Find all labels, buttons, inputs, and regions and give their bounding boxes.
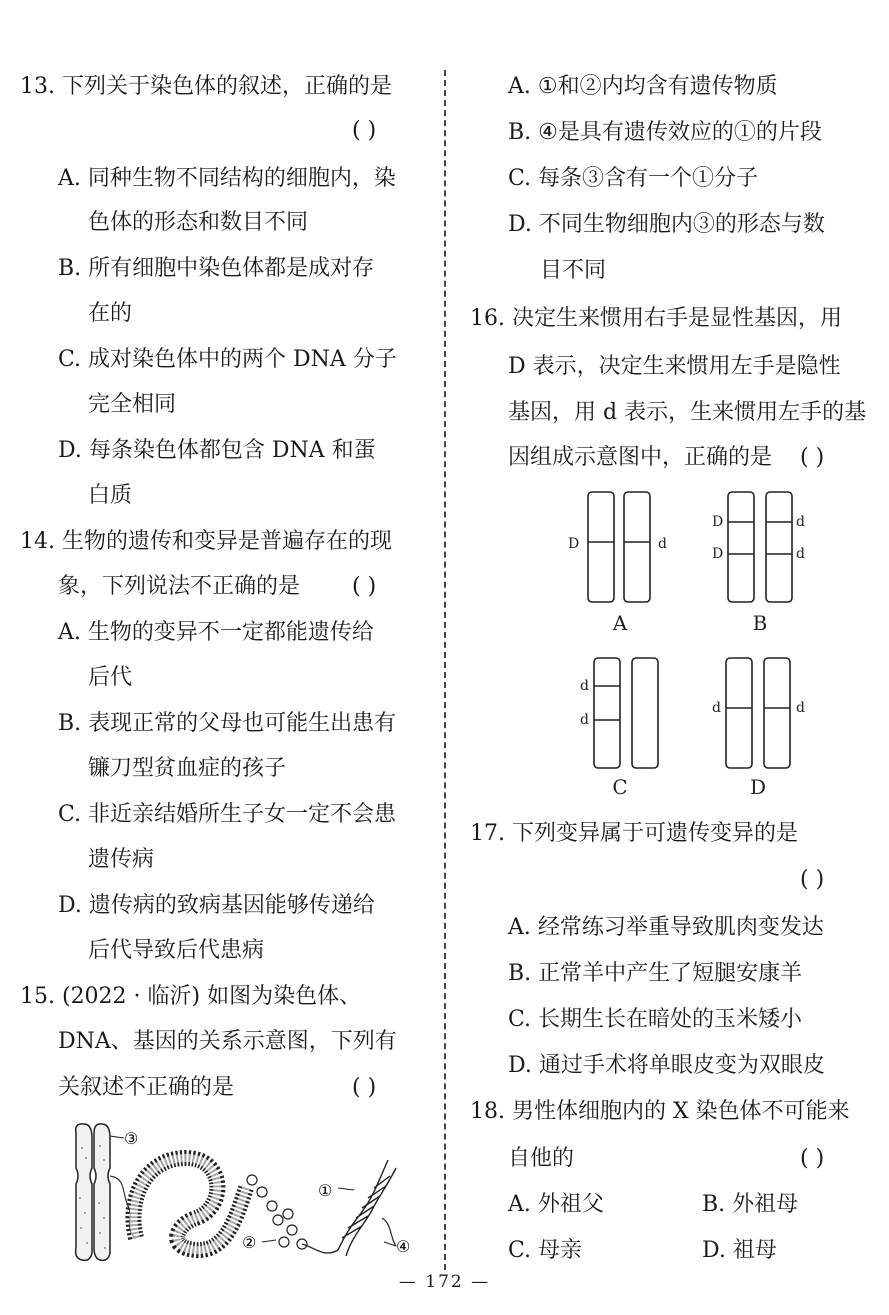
figure-c-right-chromosome bbox=[632, 658, 658, 768]
figure-c-left-chromosome bbox=[594, 658, 620, 768]
q17-option-b: B. 正常羊中产生了短腿安康羊 bbox=[508, 961, 803, 986]
figure-b-allele-right-2: d bbox=[796, 546, 805, 562]
q18-answer-blank[interactable]: ( ) bbox=[800, 1146, 825, 1171]
q15-answer-blank[interactable]: ( ) bbox=[352, 1075, 377, 1100]
chromosome-dna-gene-figure bbox=[66, 1118, 426, 1268]
figure-d-caption: D bbox=[749, 775, 767, 799]
q15-stem-line3: 关叙述不正确的是 bbox=[58, 1075, 235, 1100]
figure-d-right-chromosome bbox=[764, 658, 790, 768]
q13-option-c-line2: 完全相同 bbox=[88, 392, 177, 417]
q16-stem-line4: 因组成示意图中，正确的是 bbox=[508, 445, 773, 470]
q17-option-c: C. 长期生长在暗处的玉米矮小 bbox=[508, 1007, 803, 1032]
q16-stem-line3: 基因，用 d 表示，生来惯用左手的基 bbox=[508, 400, 867, 425]
q13-stem: 13. 下列关于染色体的叙述，正确的是 bbox=[20, 74, 392, 99]
dna-double-helix bbox=[338, 1160, 396, 1256]
q16-gene-figures bbox=[560, 488, 820, 804]
q14-stem-line2: 象，下列说法不正确的是 bbox=[58, 574, 301, 599]
q15-option-d-line1: D. 不同生物细胞内③的形态与数 bbox=[508, 212, 825, 237]
q14-option-a-line1: A. 生物的变异不一定都能遗传给 bbox=[58, 620, 374, 645]
figure-b-allele-left-1: D bbox=[712, 514, 724, 530]
figure-c-allele-left-1: d bbox=[580, 678, 589, 694]
q14-answer-blank[interactable]: ( ) bbox=[352, 574, 377, 599]
q13-option-a-line1: A. 同种生物不同结构的细胞内，染 bbox=[58, 166, 396, 191]
q14-stem-line1: 14. 生物的遗传和变异是普遍存在的现 bbox=[20, 529, 392, 554]
q15-option-c: C. 每条③含有一个①分子 bbox=[508, 166, 759, 191]
q13-answer-blank[interactable]: ( ) bbox=[352, 118, 377, 143]
q14-option-b-line1: B. 表现正常的父母也可能生出患有 bbox=[58, 711, 397, 736]
q13-option-a-line2: 色体的形态和数目不同 bbox=[88, 210, 309, 235]
q18-stem-line2: 自他的 bbox=[508, 1146, 575, 1171]
q18-option-a: A. 外祖父 bbox=[508, 1192, 604, 1217]
q18-option-c: C. 母亲 bbox=[508, 1238, 583, 1263]
q15-stem-line1: 15. (2022 · 临沂) 如图为染色体、 bbox=[20, 984, 362, 1009]
q14-option-a-line2: 后代 bbox=[88, 665, 133, 690]
figure-a-allele-left: D bbox=[568, 536, 580, 552]
figure-d-left-chromosome bbox=[726, 658, 752, 768]
q14-option-b-line2: 镰刀型贫血症的孩子 bbox=[88, 756, 287, 781]
figure-d-allele-left: d bbox=[712, 700, 721, 716]
q18-option-d: D. 祖母 bbox=[702, 1238, 777, 1263]
q18-option-b: B. 外祖母 bbox=[702, 1192, 799, 1217]
figure-b-left-chromosome bbox=[728, 492, 754, 602]
q16-answer-blank[interactable]: ( ) bbox=[800, 445, 825, 470]
q13-option-b-line1: B. 所有细胞中染色体都是成对存 bbox=[58, 256, 375, 281]
label-2-protein: ② bbox=[242, 1233, 257, 1252]
label-3-chromosome: ③ bbox=[124, 1129, 139, 1148]
figure-b-caption: B bbox=[752, 611, 768, 635]
figure-b-right-chromosome bbox=[766, 492, 792, 602]
label-4-gene: ④ bbox=[396, 1237, 411, 1256]
q16-stem-line2: D 表示，决定生来惯用左手是隐性 bbox=[508, 354, 841, 379]
q17-option-d: D. 通过手术将单眼皮变为双眼皮 bbox=[508, 1053, 825, 1078]
q13-option-d-line1: D. 每条染色体都包含 DNA 和蛋 bbox=[58, 438, 376, 463]
q14-option-c-line1: C. 非近亲结婚所生子女一定不会患 bbox=[58, 802, 397, 827]
figure-a-left-chromosome bbox=[588, 492, 614, 602]
chromosome-drawing bbox=[76, 1124, 110, 1260]
q14-option-d-line2: 后代导致后代患病 bbox=[88, 938, 265, 963]
figure-c-caption: C bbox=[612, 775, 628, 799]
q13-option-c-line1: C. 成对染色体中的两个 DNA 分子 bbox=[58, 347, 397, 372]
q18-stem-line1: 18. 男性体细胞内的 X 染色体不可能来 bbox=[470, 1099, 850, 1124]
q13-option-d-line2: 白质 bbox=[88, 483, 133, 508]
q13-option-b-line2: 在的 bbox=[88, 301, 133, 326]
figure-a-allele-right: d bbox=[658, 536, 667, 552]
figure-c-allele-left-2: d bbox=[580, 712, 589, 728]
q16-stem-line1: 16. 决定生来惯用右手是显性基因，用 bbox=[470, 306, 842, 331]
figure-d-allele-right: d bbox=[796, 700, 805, 716]
figure-a-caption: A bbox=[612, 611, 628, 635]
q17-stem: 17. 下列变异属于可遗传变异的是 bbox=[470, 821, 798, 846]
q17-option-a: A. 经常练习举重导致肌肉变发达 bbox=[508, 915, 824, 940]
figure-b-allele-right-1: d bbox=[796, 514, 805, 530]
q15-stem-line2: DNA、基因的关系示意图，下列有 bbox=[58, 1029, 397, 1054]
column-divider bbox=[444, 70, 446, 1270]
figure-a-right-chromosome bbox=[624, 492, 650, 602]
figure-b-allele-left-2: D bbox=[712, 546, 724, 562]
q17-answer-blank[interactable]: ( ) bbox=[800, 867, 825, 892]
q14-option-c-line2: 遗传病 bbox=[88, 847, 155, 872]
q14-option-d-line1: D. 遗传病的致病基因能够传递给 bbox=[58, 893, 375, 918]
q15-option-d-line2: 目不同 bbox=[540, 258, 607, 283]
page-number: — 172 — bbox=[398, 1272, 491, 1292]
label-1-dna: ① bbox=[318, 1181, 333, 1200]
q15-option-b: B. ④是具有遗传效应的①的片段 bbox=[508, 120, 822, 145]
q15-option-a: A. ①和②内均含有遗传物质 bbox=[508, 74, 778, 99]
